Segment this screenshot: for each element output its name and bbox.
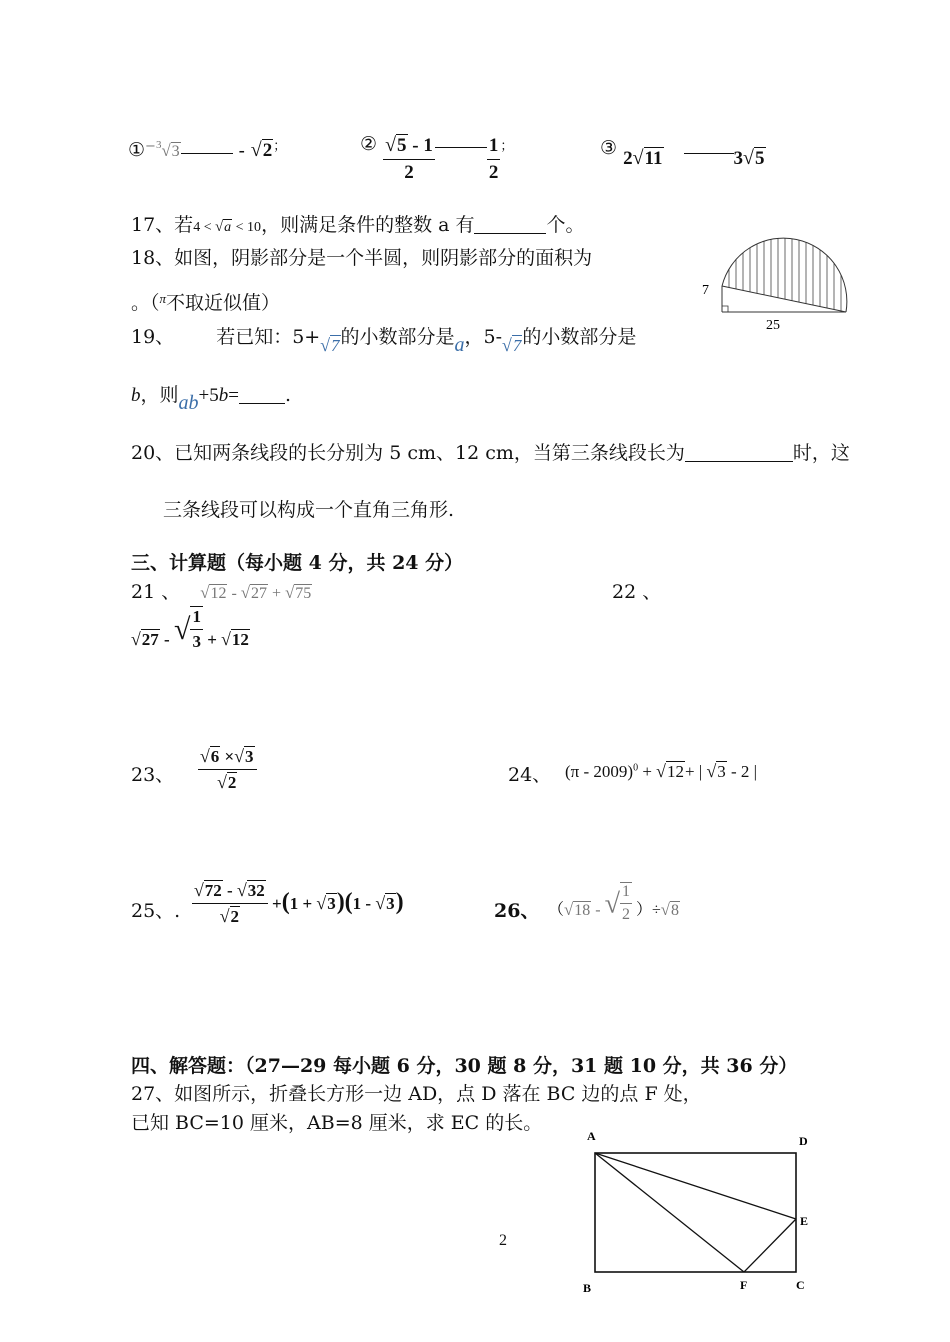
- q25-expression: $\frac{√72 - √32}{√2}$ +(1 + √3)(1 - √3): [194, 880, 404, 926]
- q22-expression: √27 - √ $\frac{1}{3}$ + √12: [131, 607, 249, 651]
- q19-line-1: 19、 若已知：5+√7的小数部分是a，5-√7的小数部分是: [131, 326, 637, 356]
- q21: 21 、 √12 - √27 + √75: [131, 581, 312, 603]
- q20-line-2: 三条线段可以构成一个直角三角形.: [163, 499, 455, 521]
- fold-line-ae: [595, 1153, 796, 1219]
- section-3-title: 三、计算题（每小题 4 分，共 24 分）: [131, 552, 464, 574]
- q16-item-2: ② $\frac{√5 - 1}{2}$ $\frac{1}{2}$ ；: [360, 128, 513, 184]
- q26-expression: （√18 - √ $\frac{1}{2}$ ）÷√8: [548, 883, 679, 923]
- shaded-semicircle: [718, 228, 853, 318]
- label-c: C: [796, 1278, 805, 1292]
- q16-item-1: ①$^{-3}$√3 - √2；: [128, 134, 286, 162]
- right-angle-mark: [722, 306, 728, 312]
- q20-line-1: 20、已知两条线段的长分别为 5 cm、12 cm，当第三条线段长为 时，这: [131, 442, 850, 464]
- segment-fe: [744, 1219, 796, 1272]
- rectangle-abcd: [595, 1153, 796, 1272]
- label-25: 25: [766, 318, 780, 333]
- label-e: E: [800, 1214, 809, 1228]
- q22: 22 、: [612, 581, 662, 603]
- label-f: F: [740, 1278, 748, 1292]
- q17-line: 17、若4 < √a < 10，则满足条件的整数 a 有 个。: [131, 214, 585, 236]
- q23-label: 23、: [131, 764, 175, 786]
- q27-line-1: 27、如图所示，折叠长方形一边 AD，点 D 落在 BC 边的点 F 处，: [131, 1083, 702, 1105]
- q19-line-2: b，则ab+5b= .: [131, 384, 291, 414]
- q18-line-1: 18、如图，阴影部分是一个半圆，则阴影部分的面积为: [131, 247, 593, 269]
- q16-item-3: ③ 2√11 3√5: [600, 134, 766, 170]
- q24-label: 24、: [508, 764, 552, 786]
- label-b: B: [583, 1281, 592, 1295]
- rectangle-fold-figure: [575, 1125, 825, 1300]
- q25-label: 25、.: [131, 900, 181, 922]
- q27-line-2: 已知 BC=10 厘米，AB=8 厘米，求 EC 的长。: [131, 1112, 543, 1134]
- q23-expression: $\frac{√6 \times√3}{√2}$: [198, 746, 257, 793]
- page-number: 2: [499, 1232, 507, 1249]
- circled-number-1: ①: [128, 139, 146, 161]
- segment-af: [595, 1153, 744, 1272]
- label-d: D: [799, 1134, 808, 1148]
- label-7: 7: [702, 283, 709, 298]
- label-a: A: [587, 1129, 596, 1143]
- section-4-title: 四、解答题：（27—29 每小题 6 分，30 题 8 分，31 题 10 分，共 36 分）: [131, 1055, 798, 1077]
- q26-label: 26、: [494, 900, 540, 922]
- q18-line-2: 。（$^\pi$不取近似值）: [131, 291, 281, 314]
- semicircle-figure: [698, 228, 858, 338]
- q24-expression: (π - 2009)$^0$ + √12+ | √3 - 2 |: [565, 761, 758, 781]
